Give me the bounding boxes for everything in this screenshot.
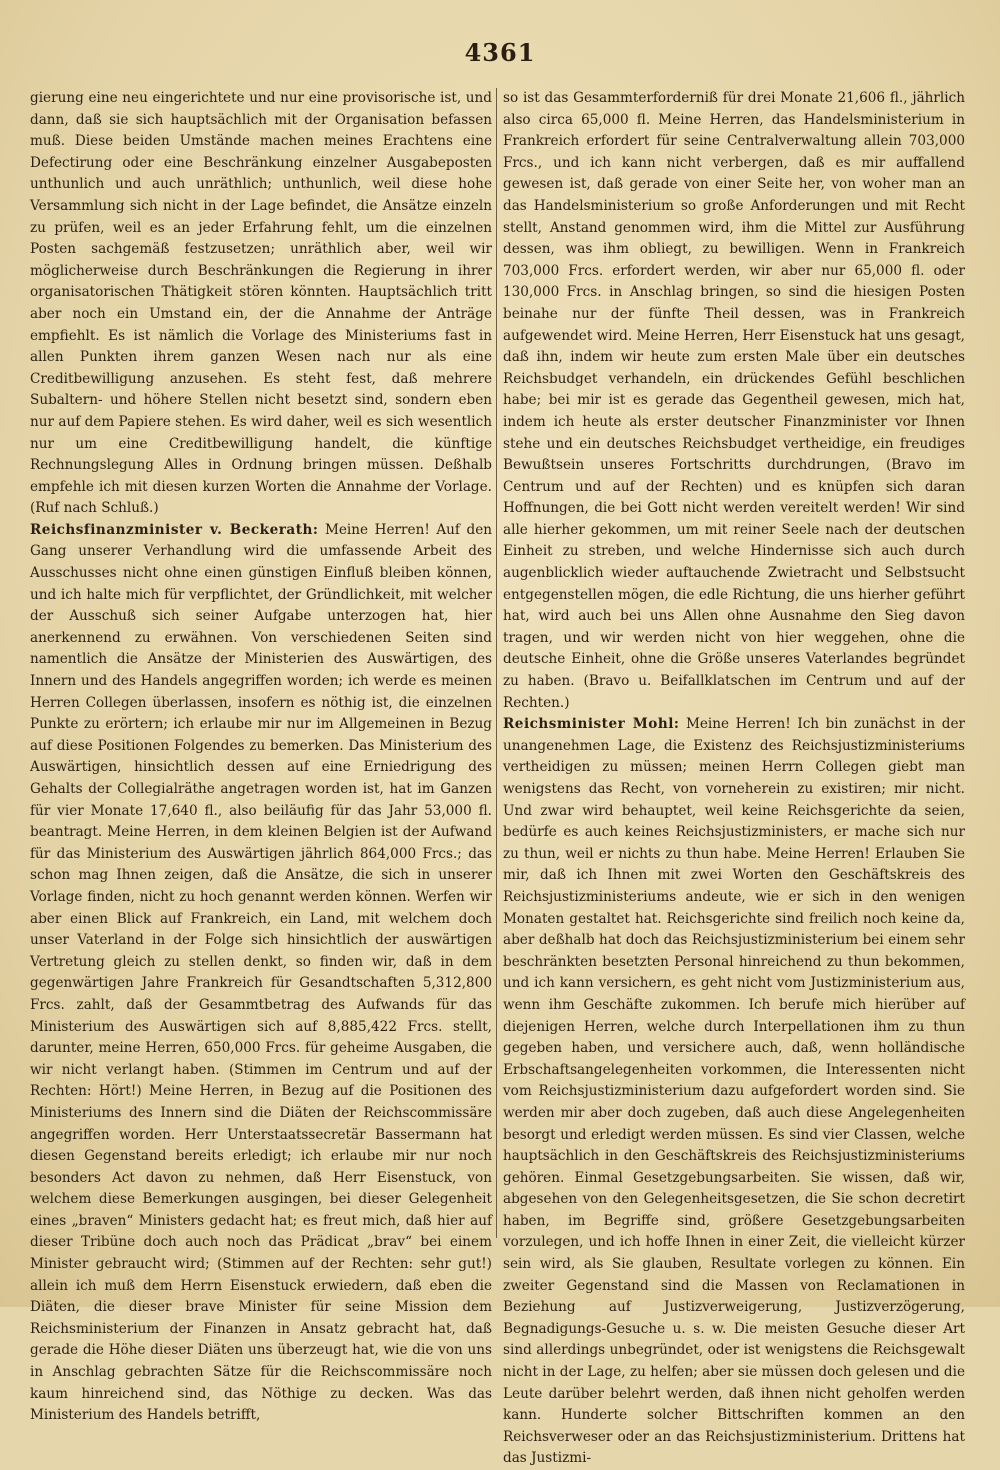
speaker-beckerath: Reichsfinanzminister v. Beckerath: <box>30 521 319 538</box>
speaker-mohl: Reichsminister Mohl: <box>503 716 680 733</box>
right-paragraph-2 <box>503 714 965 1470</box>
left-paragraph-1-text: gierung eine neu eingerichtete und nur eine provisorische ist, und dann, daß sie sich hauptsächlich mit der Organisation befassen muß. Diese beiden Umstände machen meines Erachtens eine Defectirung oder eine Beschränkung einzelner Ausgabeposten unthunlich und auch unräthlich; unthunlich, weil diese hohe Versammlung sich nicht in der Lage befindet, die Ansätze einzeln zu prüfen, weil es an jeder Erfahrung fehlt, um die einzelnen Posten sachgemäß festzusetzen; unräthlich aber, weil wir möglicherweise durch Beschränkungen die Regierung in ihrer organisatorischen Thätigkeit stören könnten. Hauptsächlich tritt aber noch ein Umstand ein, der die Annahme der Anträge empfiehlt. Es ist nämlich die Vorlage des Ministeriums fast in allen Punkten ihrem ganzen Wesen nach nur als eine Creditbewilligung anzusehen. Es steht fest, daß mehrere Subaltern- und höhere Stellen nicht besetzt sind, sondern eben nur auf dem Papiere stehen. Es wird daher, weil es sich wesentlich nur um eine Creditbewilligung handelt, die künftige Rechnungslegung Alles in Ordnung bringen müssen. Deßhalb empfehle ich mit diesen kurzen Worten die Annahme der Vorlage. (Ruf nach Schluß.) <box>30 90 492 517</box>
left-paragraph-2-text: Meine Herren! Auf den Gang unserer Verhandlung wird die umfassende Arbeit des Ausschusses nicht ohne einen günstigen Einfluß bleiben können, und ich halte mich für verpflichtet, der Gründlichkeit, mit welcher der Ausschuß sich seiner Aufgabe unterzogen hat, hier anerkennend zu erwähnen. Von verschiedenen Seiten sind namentlich die Ansätze der Ministerien des Auswärtigen, des Innern und des Handels angegriffen worden; ich werde es meinen Herren Collegen überlassen, insofern es nöthig ist, die einzelnen Punkte zu erörtern; ich erlaube mir nur im Allgemeinen in Bezug auf diese Positionen Folgendes zu bemerken. Das Ministerium des Auswärtigen, hinsichtlich dessen auf eine Erniedrigung des Gehalts der Collegialräthe angetragen worden ist, hat im Ganzen für vier Monate 17,640 fl., also beiläufig für das Jahr 53,000 fl. beantragt. Meine Herren, in dem kleinen Belgien ist der Aufwand für das Ministerium des Auswärtigen jährlich 864,000 Frcs.; das schon mag Ihnen zeigen, daß die Ansätze, die sich in unserer Vorlage finden, nicht zu hoch genannt werden können. Werfen wir aber einen Blick auf Frankreich, ein Land, mit welchem doch unser Vaterland in der Folge sich hinsichtlich der auswärtigen Vertretung gleich zu stellen denkt, so finden wir, daß in dem gegenwärtigen Jahre Frankreich für Gesandtschaften 5,312,800 Frcs. zahlt, daß der Gesammtbetrag des Aufwands für das Ministerium des Auswärtigen sich auf 8,885,422 Frcs. stellt, darunter, meine Herren, 650,000 Frcs. für geheime Ausgaben, die wir nicht verlangt haben. (Stimmen im Centrum und auf der Rechten: Hört!) Meine Herren, in Bezug auf die Positionen des Ministeriums des Innern sind die Diäten der Reichscommissäre angegriffen worden. Herr Unterstaatssecretär Bassermann hat diesen Gegenstand bereits erledigt; ich erlaube mir nur noch besonders Act davon zu nehmen, daß Herr Eisenstuck, von welchem diese Bemerkungen ausgingen, bei dieser Gelegenheit eines „braven“ Ministers gedacht hat; es freut mich, daß hier auf dieser Tribüne doch auch noch das Prädicat „brav“ bei einem Minister gebraucht wird; (Stimmen auf der Rechten: sehr gut!) allein ich muß dem Herrn Eisenstuck erwiedern, daß eben die Diäten, die dieser brave Minister für seine Mission dem Reichsministerium der Finanzen in Ansatz gebracht hat, daß gerade die Höhe dieser Diäten uns überzeugt hat, wie die von uns in Anschlag gebrachten Sätze für die Reichscommissäre noch kaum hinreichend sind, das Nöthige zu decken. Was das Ministerium des Handels betrifft, <box>30 521 492 1424</box>
right-paragraph-1-text: so ist das Gesammterforderniß für drei Monate 21,606 fl., jährlich also circa 65,000 fl. Meine Herren, das Handelsministerium in Frankreich erfordert für seine Centralverwaltung allein 703,000 Frcs., und ich kann nicht verbergen, daß es mir auffallend gewesen ist, daß gerade von einer Seite her, von woher man an das Handelsministerium so große Anforderungen und mit Recht stellt, Anstand genommen wird, ihm die Mittel zur Ausführung dessen, was ihm obliegt, zu bewilligen. Wenn in Frankreich 703,000 Frcs. erfordert werden, wir aber nur 65,000 fl. oder 130,000 Frcs. in Anschlag bringen, so sind die hiesigen Posten beinahe nur der fünfte Theil dessen, was in Frankreich aufgewendet wird. Meine Herren, Herr Eisenstuck hat uns gesagt, daß ihn, indem wir heute zum ersten Male über ein deutsches Reichsbudget verhandeln, ein drückendes Gefühl beschlichen habe; bei mir ist es gerade das Gegentheil gewesen, mich hat, indem ich heute als erster deutscher Finanzminister vor Ihnen stehe und ein deutsches Reichsbudget vertheidige, ein freudiges Bewußtsein unseres Fortschritts durchdrungen, (Bravo im Centrum und auf der Rechten) und es knüpfen sich daran Hoffnungen, die bei Gott nicht werden vereitelt werden! Wir sind alle hierher gekommen, um mit reiner Seele nach der deutschen Einheit zu streben, und welche Hindernisse sich auch durch augenblicklich wieder auftauchende Zwietracht und Selbstsucht entgegenstellen mögen, die edle Richtung, die uns hierher geführt hat, wird auch bei uns Allen ohne Ausnahme den Sieg davon tragen, und wir werden nicht von hier weggehen, ohne die deutsche Einheit, ohne die Größe unseres Vaterlandes begründet zu haben. (Bravo u. Beifallklatschen im Centrum und auf der Rechten.) <box>503 90 965 711</box>
left-paragraph-2 <box>30 520 492 1427</box>
column-divider <box>496 88 497 1238</box>
left-column <box>30 88 492 1424</box>
page-number: 4361 <box>464 38 536 67</box>
left-paragraph-1 <box>30 88 492 520</box>
right-paragraph-1 <box>503 88 965 714</box>
right-column <box>503 88 965 1467</box>
right-paragraph-2-text: Meine Herren! Ich bin zunächst in der unangenehmen Lage, die Existenz des Reichsjustizministeriums vertheidigen zu müssen; meinen Herrn Collegen giebt man wenigstens das Recht, von vorneherein zu existiren; mir nicht. Und zwar wird behauptet, weil keine Reichsgerichte da seien, bedürfe es auch keines Reichsjustizministers, er mache sich nur zu thun, weil er nichts zu thun habe. Meine Herren! Erlauben Sie mir, daß ich Ihnen mit zwei Worten den Geschäftskreis des Reichsjustizministeriums andeute, wie er sich in den wenigen Monaten gestaltet hat. Reichsgerichte sind freilich noch keine da, aber deßhalb hat doch das Reichsjustizministerium bei einem sehr beschränkten besetzten Personal hinreichend zu thun bekommen, und ich kann versichern, es geht nicht vom Justizministerium aus, wenn ihm Geschäfte zukommen. Ich berufe mich hierüber auf diejenigen Herren, welche durch Interpellationen ihm zu thun gegeben haben, und versichere auch, daß, wenn holländische Erbschaftsangelegenheiten vorkommen, die Interessenten nicht vom Reichsjustizministerium dazu aufgefordert worden sind. Sie werden mir aber doch zugeben, daß auch diese Angelegenheiten besorgt und erledigt werden müssen. Es sind vier Classen, welche hauptsächlich in den Geschäftskreis des Reichsjustizministeriums gehören. Einmal Gesetzgebungsarbeiten. Sie wissen, daß wir, abgesehen von den Gelegenheitsgesetzen, die Sie schon decretirt haben, im Begriffe sind, größere Gesetzgebungsarbeiten vorzulegen, und ich hoffe Ihnen in einer Zeit, die vielleicht kürzer sein wird, als Sie glauben, Resultate vorlegen zu können. Ein zweiter Gegenstand sind die Massen von Reclamationen in Beziehung auf Justizverweigerung, Justizverzögerung, Begnadigungs-Gesuche u. s. w. Die meisten Gesuche dieser Art sind allerdings unbegründet, oder ist wenigstens die Reichsgewalt nicht in der Lage, zu helfen; aber sie müssen doch gelesen und die Leute darüber belehrt werden, daß ihnen nicht geholfen werden kann. Hunderte solcher Bittschriften kommen an den Reichsverweser oder an das Reichsjustizministerium. Drittens hat das Justizmi- <box>503 716 965 1467</box>
